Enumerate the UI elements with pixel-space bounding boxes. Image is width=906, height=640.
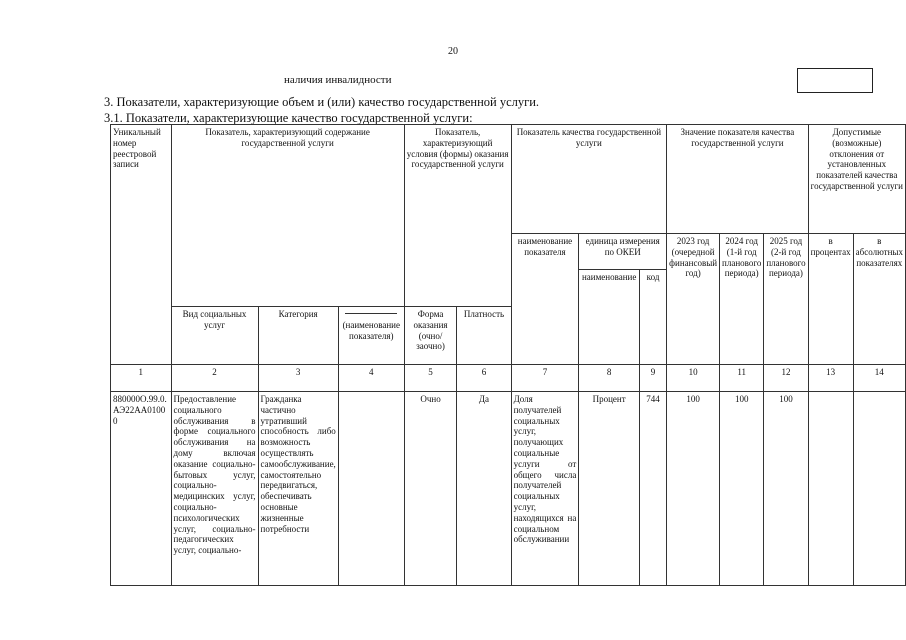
header-indicator-name: наименование показателя <box>511 234 579 365</box>
cell-value-2023: 100 <box>667 392 720 586</box>
column-number: 3 <box>258 365 338 392</box>
header-year-2024: 2024 год (1-й год планового периода) <box>720 234 764 365</box>
cell-col4 <box>338 392 404 586</box>
section-heading-3-1: 3.1. Показатели, характеризующие качество государственной услуги: <box>104 111 473 125</box>
column-number: 1 <box>111 365 172 392</box>
corner-box <box>797 68 873 93</box>
cell-category: Гражданка частично утративший способность либо возможность осуществлять самообслуживание, самостоятельно передвигаться, обеспечивать основные жизненные потребности <box>258 392 338 586</box>
column-number: 14 <box>853 365 905 392</box>
cell-form: Очно <box>404 392 457 586</box>
column-number: 8 <box>579 365 640 392</box>
page-number: 20 <box>448 46 458 57</box>
column-number: 2 <box>171 365 258 392</box>
header-in-absolute: в абсолютных показателях <box>853 234 905 365</box>
continued-text: наличия инвалидности <box>284 74 392 86</box>
column-number: 11 <box>720 365 764 392</box>
header-unit-code: код <box>639 270 666 365</box>
header-year-2023: 2023 год (очередной финансовый год) <box>667 234 720 365</box>
cell-unit-name: Процент <box>579 392 640 586</box>
header-paid: Платность <box>457 307 511 365</box>
header-form: Форма оказания (очно/заочно) <box>404 307 457 365</box>
header-service-type: Вид социальных услуг <box>171 307 258 365</box>
header-quality-value: Значение показателя качества государственной услуги <box>667 125 808 234</box>
column-number: 5 <box>404 365 457 392</box>
header-conditions-indicator: Показатель, характеризующий условия (формы) оказания государственной услуги <box>404 125 511 307</box>
header-unit-okei: единица измерения по ОКЕИ <box>579 234 667 270</box>
column-number: 10 <box>667 365 720 392</box>
cell-service-type: Предоставление социального обслуживания в форме социального обслуживания на дому включая оказание социально-бытовых услуг, социально-медицинских услуг, социально-психологических услуг, социально-педагогических услуг, социально- <box>171 392 258 586</box>
cell-paid: Да <box>457 392 511 586</box>
blank-line <box>345 313 397 314</box>
column-number: 6 <box>457 365 511 392</box>
column-number: 13 <box>808 365 853 392</box>
column-number: 4 <box>338 365 404 392</box>
header-category: Категория <box>258 307 338 365</box>
cell-indicator: Доля получателей социальных услуг, получающих социальные услуги от общего числа получателей социальных услуг, находящихся на социальном обслуживании <box>511 392 579 586</box>
header-deviations: Допустимые (возможные) отклонения от установленных показателей качества государственной услуги <box>808 125 905 234</box>
cell-value-2024: 100 <box>720 392 764 586</box>
column-number: 12 <box>764 365 808 392</box>
column-number: 7 <box>511 365 579 392</box>
column-number: 9 <box>639 365 666 392</box>
header-in-percent: в процентах <box>808 234 853 365</box>
header-unique-number: Уникальный номер реестровой записи <box>111 125 172 365</box>
quality-indicators-table <box>110 124 906 586</box>
cell-unique-number: 880000О.99.0.АЭ22АА01000 <box>111 392 172 586</box>
header-indicator-name-paren: (наименование показателя) <box>342 319 400 341</box>
header-unit-name: наименование <box>579 270 640 365</box>
header-indicator-name-blank <box>338 307 404 365</box>
header-content-indicator: Показатель, характеризующий содержание государственной услуги <box>171 125 404 307</box>
cell-unit-code: 744 <box>639 392 666 586</box>
section-heading-3: 3. Показатели, характеризующие объем и (или) качество государственной услуги. <box>104 95 540 109</box>
header-year-2025: 2025 год (2-й год планового периода) <box>764 234 808 365</box>
cell-value-2025: 100 <box>764 392 808 586</box>
cell-dev-percent <box>808 392 853 586</box>
cell-dev-absolute <box>853 392 905 586</box>
header-quality-indicator: Показатель качества государственной услуги <box>511 125 667 234</box>
